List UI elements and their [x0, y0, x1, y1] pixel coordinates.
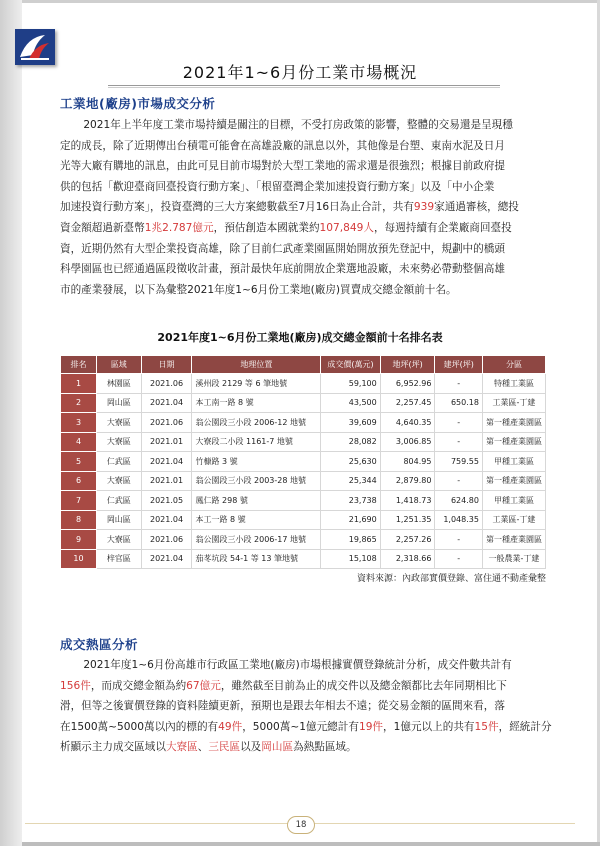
table-cell: 大寮區: [97, 432, 142, 452]
table-cell: 一般農業-丁建: [482, 549, 545, 569]
table-cell: 2,257.45: [380, 393, 435, 413]
table-cell: 2021.01: [141, 432, 192, 452]
table-cell: 1,418.73: [380, 491, 435, 511]
table-cell: 大寮區: [97, 471, 142, 491]
paragraph-text: 、: [197, 741, 209, 754]
rank-cell: 10: [61, 549, 97, 569]
table-cell: 23,738: [321, 491, 380, 511]
table-header-cell: 排名: [61, 356, 97, 374]
table-body: [61, 374, 546, 569]
paragraph-text: 以及: [240, 741, 262, 754]
table-cell: 2021.06: [141, 530, 192, 550]
table-cell: 梓官區: [97, 549, 142, 569]
table-cell: 21,690: [321, 510, 380, 530]
rank-cell: 8: [61, 510, 97, 530]
table-cell: 2,318.66: [380, 549, 435, 569]
paragraph-line: [60, 737, 546, 758]
rank-cell: 2: [61, 393, 97, 413]
table-cell: 第一種產業園區: [482, 413, 545, 433]
table-row: [61, 413, 546, 433]
highlight-text: 岡山區: [261, 741, 294, 754]
table-cell: 工業區-丁建: [482, 510, 545, 530]
table-cell: 林園區: [97, 374, 142, 394]
paragraph-line: [60, 156, 546, 177]
table-cell: -: [435, 530, 482, 550]
paragraph-line: [60, 259, 546, 280]
paragraph-text: 滑，但等之後實價登錄的資料陸續更新，預期也是跟去年相去不遠；從交易金額的區間來看，落: [60, 700, 505, 713]
paragraph-text: 光等大廠有購地的訊息，由此可見目前市場對於大型工業地的需求還是很強烈；根據目前政府提: [60, 160, 505, 173]
table-cell: -: [435, 413, 482, 433]
table-cell: 岡山區: [97, 510, 142, 530]
paragraph-text: 科學園區也已經通過區段徵收計畫，預計最快年底前開放企業選地設廠，未來勢必帶動整個高雄: [60, 263, 505, 276]
table-header-cell: 地坪(坪): [380, 356, 435, 374]
table-cell: -: [435, 549, 482, 569]
table-cell: 工業區-丁建: [482, 393, 545, 413]
highlight-text: 67億元: [186, 679, 221, 692]
side-band: [0, 0, 22, 846]
table-header-row: [61, 356, 546, 374]
table-header-cell: 成交價(萬元): [321, 356, 380, 374]
paragraph-text: 2021年度1~6月份高雄市行政區工業地(廠房)市場根據實價登錄統計分析，成交件數共計有: [83, 659, 512, 671]
page-frame-top: [0, 0, 600, 3]
rank-cell: 9: [61, 530, 97, 550]
paragraph-line: [60, 717, 552, 738]
table-cell: 2021.04: [141, 393, 192, 413]
table-cell: 3,006.85: [380, 432, 435, 452]
table-row: [61, 510, 546, 530]
table-cell: 2021.04: [141, 549, 192, 569]
table-cell: 43,500: [321, 393, 380, 413]
table-cell: 759.55: [435, 452, 482, 472]
paragraph-text: 析顯示主力成交區域以: [60, 741, 166, 754]
table-cell: 59,100: [321, 374, 380, 394]
page-number: 18: [287, 816, 315, 834]
table-row: [61, 491, 546, 511]
highlight-text: 三民區: [208, 741, 241, 754]
table-cell: 翁公園段三小段 2006-12 地號: [192, 413, 321, 433]
table-cell: 2021.06: [141, 374, 192, 394]
table-header-cell: 分區: [482, 356, 545, 374]
rank-cell: 4: [61, 432, 97, 452]
table-cell: 特種工業區: [482, 374, 545, 394]
table-cell: 624.80: [435, 491, 482, 511]
table-cell: 岡山區: [97, 393, 142, 413]
paragraph-text: ，5000萬~1億元總計有: [242, 720, 359, 733]
table-cell: 19,865: [321, 530, 380, 550]
table-cell: 2021.05: [141, 491, 192, 511]
table-cell: 仁武區: [97, 491, 142, 511]
table-cell: 25,344: [321, 471, 380, 491]
ranking-table: [60, 355, 546, 569]
table-cell: 15,108: [321, 549, 380, 569]
highlight-text: 156件: [60, 679, 91, 692]
table-cell: 第一種產業園區: [482, 530, 545, 550]
highlight-text: 939: [413, 201, 435, 214]
table-cell: 1,251.35: [380, 510, 435, 530]
paragraph-text: ，預估創造本國就業約: [213, 221, 320, 234]
table-cell: 本工南一路 8 號: [192, 393, 321, 413]
table-cell: 6,952.96: [380, 374, 435, 394]
table-cell: 4,640.35: [380, 413, 435, 433]
table-cell: 甲種工業區: [482, 452, 545, 472]
paragraph-text: ，而成交總金額為約: [90, 679, 187, 692]
market-analysis-paragraph: [60, 115, 546, 300]
table-cell: -: [435, 471, 482, 491]
paragraph-text: ，1億元以上的共有: [383, 720, 475, 733]
paragraph-line: [60, 177, 546, 198]
table-cell: 翁公園段三小段 2003-28 地號: [192, 471, 321, 491]
paragraph-text: ，雖然截至目前為止的成交件以及總金額都比去年同期相比下: [220, 679, 507, 692]
table-row: [61, 530, 546, 550]
highlight-text: 15件: [474, 720, 499, 733]
table-cell: 804.95: [380, 452, 435, 472]
table-cell: 28,082: [321, 432, 380, 452]
section-heading-hot-zones: 成交熱區分析: [60, 637, 139, 652]
paragraph-text: ，經統計分: [498, 720, 552, 733]
section-heading-market-analysis: 工業地(廠房)市場成交分析: [60, 96, 216, 111]
table-cell: 茄苳坑段 54-1 等 13 筆地號: [192, 549, 321, 569]
table-row: [61, 393, 546, 413]
table-cell: 1,048.35: [435, 510, 482, 530]
paragraph-text: 市的產業發展，以下為彙整2021年度1~6月份工業地(廠房)買賣成交總金額前十名。: [60, 283, 457, 296]
rank-cell: 7: [61, 491, 97, 511]
table-cell: 大寮段二小段 1161-7 地號: [192, 432, 321, 452]
table-header-cell: 日期: [141, 356, 192, 374]
page-title: 2021年1~6月份工業市場概況: [182, 63, 418, 82]
table-row: [61, 471, 546, 491]
paragraph-text: 供的包括「歡迎臺商回臺投資行動方案」、「根留臺灣企業加速投資行動方案」以及「中小企業: [60, 180, 495, 193]
table-header-cell: 區域: [97, 356, 142, 374]
table-cell: 2021.01: [141, 471, 192, 491]
table-cell: 溪州段 2129 等 6 筆地號: [192, 374, 321, 394]
table-cell: 翁公園段三小段 2006-17 地號: [192, 530, 321, 550]
table-cell: 本工一路 8 號: [192, 510, 321, 530]
table-cell: 39,609: [321, 413, 380, 433]
table-cell: 仁武區: [97, 452, 142, 472]
rank-cell: 3: [61, 413, 97, 433]
highlight-text: 49件: [218, 720, 243, 733]
page-frame-bottom: [0, 842, 600, 846]
title-divider-secondary: [108, 87, 500, 88]
table-cell: -: [435, 374, 482, 394]
paragraph-text: 加速投資行動方案」，投資臺灣的三大方案總數截至7月16日為止合計，共有: [60, 201, 414, 214]
table-cell: 竹槺路 3 號: [192, 452, 321, 472]
table-cell: 第一種產業園區: [482, 432, 545, 452]
title-divider: [108, 85, 500, 86]
highlight-text: 107,849人: [319, 221, 374, 234]
paragraph-line: [60, 696, 546, 717]
data-source-note: 資料來源：內政部實價登錄、富住通不動產彙整: [356, 574, 546, 584]
table-title: 2021年度1~6月份工業地(廠房)成交總金額前十名排名表: [157, 331, 443, 344]
paragraph-line: [60, 136, 546, 157]
table-cell: 2021.04: [141, 452, 192, 472]
paragraph-text: 2021年上半年度工業市場持續是關注的目標，不受打房政策的影響，整體的交易還是呈現穩: [83, 119, 513, 131]
table-row: [61, 549, 546, 569]
paragraph-line: [60, 115, 546, 136]
paragraph-line: [60, 239, 546, 260]
table-cell: 第一種產業園區: [482, 471, 545, 491]
paragraph-text: ，每週持續有企業廠商回臺投: [373, 221, 512, 234]
table-cell: 大寮區: [97, 413, 142, 433]
table-cell: 2021.04: [141, 510, 192, 530]
paragraph-line: [60, 197, 546, 218]
paragraph-line: [60, 655, 546, 676]
table-row: [61, 374, 546, 394]
table-cell: -: [435, 432, 482, 452]
paragraph-text: 資金額超過新臺幣: [60, 221, 145, 234]
table-row: [61, 432, 546, 452]
paragraph-line: [60, 280, 546, 301]
table-header-cell: 地理位置: [192, 356, 321, 374]
highlight-text: 1兆2.787億元: [144, 221, 214, 234]
paragraph-line: [60, 218, 546, 239]
rank-cell: 1: [61, 374, 97, 394]
table-cell: 650.18: [435, 393, 482, 413]
paragraph-text: 資，近期仍然有大型企業投資高雄，除了目前仁武產業園區開始開放預先登記中，規劃中的橋頭: [60, 242, 505, 255]
table-cell: 鳳仁路 298 號: [192, 491, 321, 511]
paragraph-text: 為熱點區域。: [293, 741, 357, 754]
table-cell: 大寮區: [97, 530, 142, 550]
table-cell: 2,257.26: [380, 530, 435, 550]
table-row: [61, 452, 546, 472]
table-cell: 2,879.80: [380, 471, 435, 491]
highlight-text: 19件: [358, 720, 384, 733]
table-cell: 2021.06: [141, 413, 192, 433]
rank-cell: 6: [61, 471, 97, 491]
table-cell: 25,630: [321, 452, 380, 472]
paragraph-text: 定的成長，除了近期傳出台積電可能會在高雄設廠的訊息以外，其他像是台塑、東南水泥及日月: [60, 139, 505, 152]
hot-zone-paragraph: [60, 655, 552, 758]
paragraph-line: [60, 676, 546, 697]
rank-cell: 5: [61, 452, 97, 472]
table-cell: 甲種工業區: [482, 491, 545, 511]
table-header-cell: 建坪(坪): [435, 356, 482, 374]
highlight-text: 大寮區: [165, 741, 198, 754]
paragraph-text: 在1500萬~5000萬以內的標的有: [60, 720, 219, 733]
paragraph-text: 家通過審核，總投: [434, 201, 519, 214]
